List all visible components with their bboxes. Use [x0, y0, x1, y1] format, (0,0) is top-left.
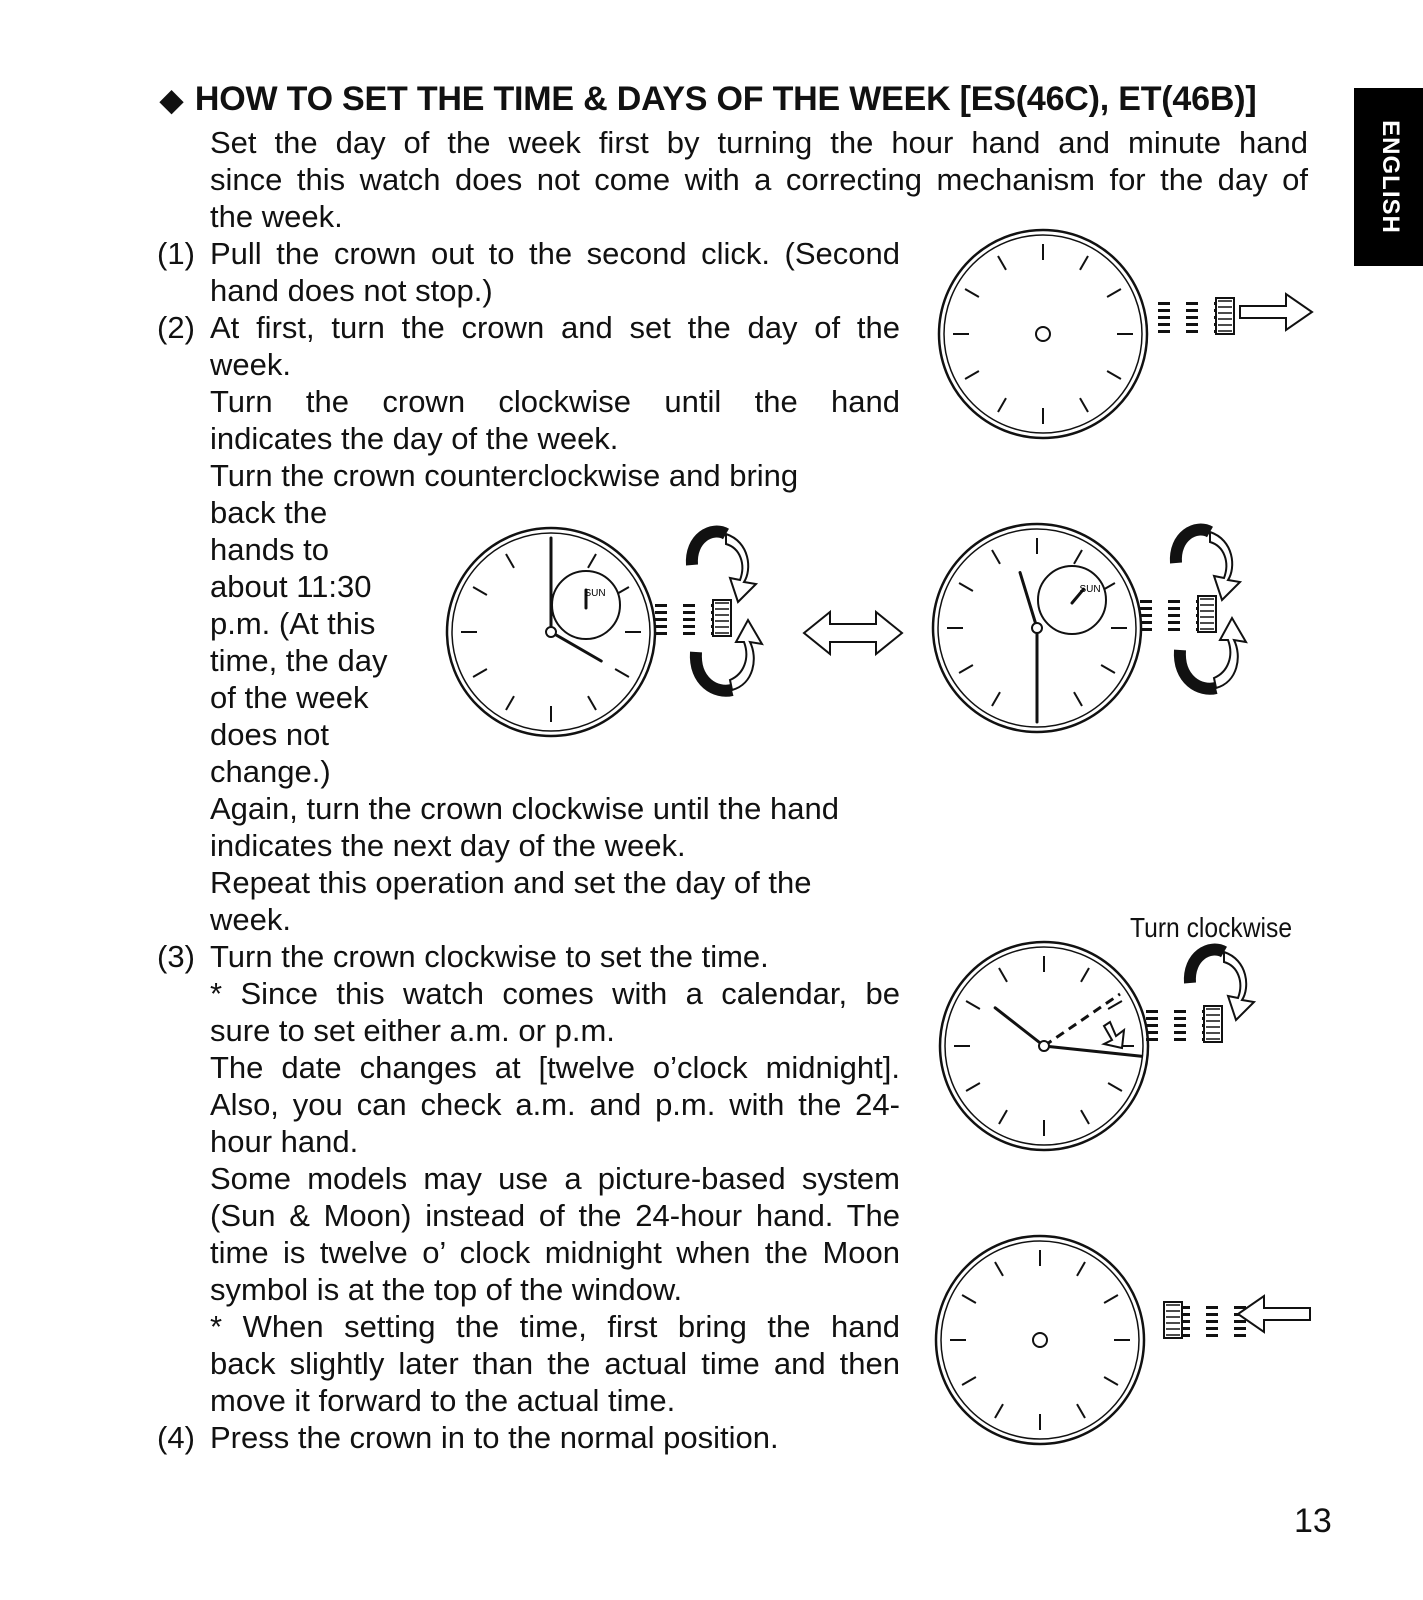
step-2-line-11: of the week — [210, 680, 369, 715]
stem-tick — [1140, 600, 1152, 603]
direction-arrow — [1240, 294, 1312, 330]
day-subdial — [1038, 566, 1106, 634]
crown-turn — [1146, 1006, 1222, 1042]
arrow-head — [726, 534, 756, 602]
crown-knob — [713, 600, 731, 636]
crown-knob — [1204, 1006, 1222, 1042]
stem-tick — [1146, 1038, 1158, 1041]
step-2-line-9: p.m. (At this — [210, 606, 376, 641]
stem-tick — [1168, 600, 1180, 603]
stem-tick — [1174, 1010, 1186, 1013]
stem-tick — [1186, 330, 1198, 333]
stem-tick — [1186, 309, 1198, 312]
step-2-line-6: back the — [210, 495, 328, 530]
stem-tick — [1234, 1327, 1246, 1330]
double-arrow-icon — [804, 612, 902, 654]
center-pin — [1032, 623, 1042, 633]
step-3-line-11: * When setting the time, first bring the hand — [210, 1309, 900, 1344]
step-3-line-10: symbol is at the top of the window. — [210, 1272, 683, 1307]
intro-line-1: Set the day of the week first by turning the hour hand and minute hand — [210, 125, 1308, 160]
push-in-arrow-icon — [1238, 1296, 1310, 1332]
stem-tick — [1168, 628, 1180, 631]
turn-clockwise-caption: Turn clockwise — [1130, 912, 1293, 943]
arrow-head — [730, 620, 762, 690]
arrow-band — [1180, 650, 1216, 689]
step-3-line-13: move it forward to the actual time. — [210, 1383, 676, 1418]
crown-knob — [1198, 596, 1216, 632]
arrow-band — [1190, 950, 1224, 983]
subdial-label-2: SUN — [1079, 584, 1101, 595]
crown-knob — [1164, 1302, 1182, 1338]
center-pin — [1033, 1333, 1047, 1347]
stem-tick — [1158, 316, 1170, 319]
step-3-line-4: The date changes at [twelve o’clock midnight]. — [210, 1050, 900, 1085]
stem-tick — [1234, 1320, 1246, 1323]
stem-tick — [1206, 1320, 1218, 1323]
intro-line-3: the week. — [210, 199, 343, 234]
clockwise-arrow-icon — [692, 532, 756, 602]
stem-tick — [1140, 628, 1152, 631]
intro-line-2: since this watch does not come with a correcting mechanism for the day of — [210, 162, 1308, 197]
stem-tick — [1146, 1017, 1158, 1020]
heading-title: HOW TO SET THE TIME & DAYS OF THE WEEK [ES(46C), ET(46B)] — [194, 80, 1257, 118]
step-3-line-8: (Sun & Moon) instead of the 24-hour hand. The — [210, 1198, 900, 1233]
step-2-line-5: Turn the crown counterclockwise and bring — [210, 458, 799, 493]
stem-tick — [683, 632, 695, 635]
stem-tick — [655, 632, 667, 635]
stem-tick — [655, 625, 667, 628]
stem-tick — [1206, 1306, 1218, 1309]
stem-tick — [683, 618, 695, 621]
crown-turn — [1140, 596, 1216, 632]
stem-tick — [1146, 1031, 1158, 1034]
crown-knob — [1216, 298, 1234, 334]
subdial-label-1: SUN — [584, 588, 606, 599]
step-2-line-3: Turn the crown clockwise until the hand — [210, 384, 900, 419]
step-3-line-5: Also, you can check a.m. and p.m. with the 24- — [210, 1087, 900, 1122]
center-pin — [546, 627, 556, 637]
arrow-band — [1176, 530, 1210, 563]
stem-tick — [1174, 1038, 1186, 1041]
step-2-marker: (2) — [157, 310, 195, 345]
direction-arrow — [1238, 1296, 1310, 1332]
center-pin — [1036, 327, 1050, 341]
step-3-line-3: sure to set either a.m. or p.m. — [210, 1013, 615, 1048]
crown-pulled — [1158, 298, 1234, 334]
stem-tick — [1168, 607, 1180, 610]
pull-out-arrow-icon — [1240, 294, 1312, 330]
arrow-head — [1224, 952, 1254, 1020]
step-2-line-2: week. — [210, 347, 291, 382]
stem-tick — [1168, 614, 1180, 617]
stem-tick — [655, 618, 667, 621]
step-4-line-1: Press the crown in to the normal position. — [210, 1420, 779, 1455]
step-2-line-8: about 11:30 — [210, 569, 372, 604]
stem-tick — [1206, 1327, 1218, 1330]
watch-figure-time-set — [940, 942, 1148, 1150]
language-tab-label: ENGLISH — [1377, 120, 1404, 234]
stem-tick — [1186, 302, 1198, 305]
step-2-line-1: At first, turn the crown and set the day of the — [210, 310, 900, 345]
step-2-line-16: Repeat this operation and set the day of the — [210, 865, 812, 900]
stem-tick — [683, 611, 695, 614]
crown-pushed — [1164, 1302, 1246, 1338]
stem-tick — [1206, 1334, 1218, 1337]
step-3-line-1: Turn the crown clockwise to set the time. — [210, 939, 769, 974]
stem-tick — [1146, 1024, 1158, 1027]
watch-figure-pulled — [939, 230, 1147, 438]
stem-tick — [1186, 316, 1198, 319]
stem-tick — [1168, 621, 1180, 624]
stem-tick — [1158, 309, 1170, 312]
step-1-line-1: Pull the crown out to the second click. (Second — [210, 236, 900, 271]
arrow-head — [1214, 618, 1246, 688]
step-3-line-9: time is twelve o’ clock midnight when the Moon — [210, 1235, 900, 1270]
stem-tick — [1140, 614, 1152, 617]
step-3-line-2: * Since this watch comes with a calendar, be — [210, 976, 900, 1011]
stem-tick — [655, 611, 667, 614]
clockwise-arrow-icon — [1176, 530, 1240, 600]
step-2-line-15: indicates the next day of the week. — [210, 828, 686, 863]
arrow-band — [696, 652, 732, 691]
crown-turn — [655, 600, 731, 636]
stem-tick — [1174, 1017, 1186, 1020]
watch-figure-day-set-1 — [447, 528, 655, 736]
stem-tick — [1146, 1010, 1158, 1013]
step-2-line-7: hands to — [210, 532, 329, 567]
step-2-line-12: does not — [210, 717, 329, 752]
arrow-head — [1210, 532, 1240, 600]
stem-tick — [1206, 1313, 1218, 1316]
stem-tick — [1234, 1334, 1246, 1337]
step-4-marker: (4) — [157, 1420, 195, 1455]
step-2-line-13: change.) — [210, 754, 331, 789]
step-3-marker: (3) — [157, 939, 195, 974]
stem-tick — [1140, 607, 1152, 610]
step-2-line-4: indicates the day of the week. — [210, 421, 619, 456]
step-1-line-2: hand does not stop.) — [210, 273, 493, 308]
step-3-line-6: hour hand. — [210, 1124, 359, 1159]
step-3-line-7: Some models may use a picture-based system — [210, 1161, 900, 1196]
page-number: 13 — [1294, 1502, 1332, 1540]
center-pin — [1039, 1041, 1049, 1051]
stem-tick — [1140, 621, 1152, 624]
stem-tick — [1186, 323, 1198, 326]
stem-tick — [655, 604, 667, 607]
stem-tick — [1158, 330, 1170, 333]
stem-tick — [1158, 302, 1170, 305]
stem-tick — [1174, 1031, 1186, 1034]
arrow-band — [692, 532, 726, 565]
step-2-line-14: Again, turn the crown clockwise until the hand — [210, 791, 839, 826]
stem-tick — [683, 604, 695, 607]
stem-tick — [1174, 1024, 1186, 1027]
watch-figure-day-set-2 — [933, 524, 1141, 732]
step-2-line-10: time, the day — [210, 643, 388, 678]
stem-tick — [683, 625, 695, 628]
step-2-line-17: week. — [210, 902, 291, 937]
step-3-line-12: back slightly later than the actual time and then — [210, 1346, 900, 1381]
step-1-marker: (1) — [157, 236, 195, 271]
diamond-bullet-icon: ◆ — [160, 84, 183, 117]
watch-figure-pushed-in — [936, 1236, 1144, 1444]
stem-tick — [1158, 323, 1170, 326]
